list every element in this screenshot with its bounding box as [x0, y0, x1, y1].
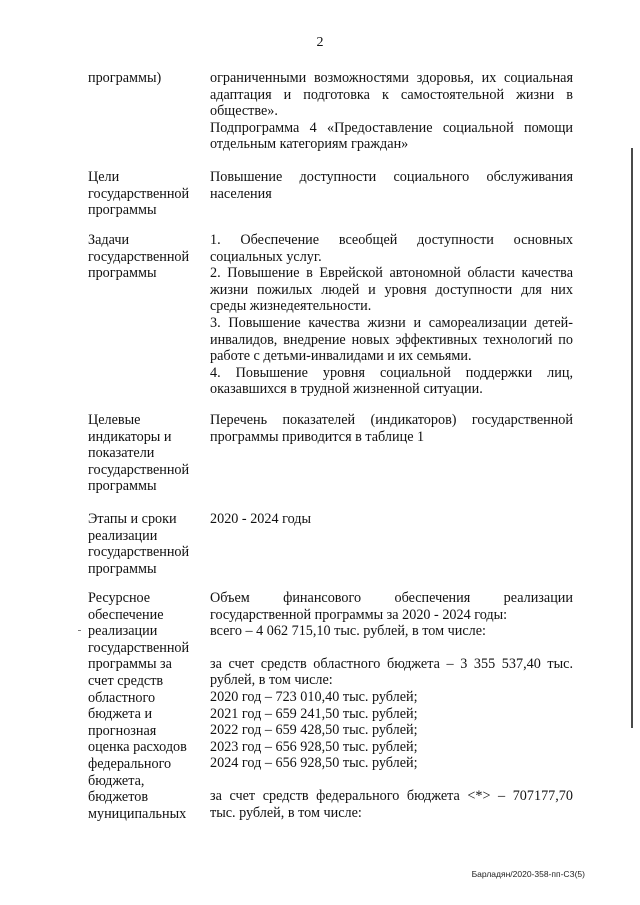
row-label [88, 590, 210, 822]
label-line: счет средств [88, 672, 164, 689]
label-line: программы [88, 560, 157, 577]
content-paragraph: Перечень показателей (индикаторов) государственной программы приводится в таблице 1 [210, 412, 573, 445]
content-paragraph: 4. Повышение уровня социальной поддержки лиц, оказавшихся в трудной жизненной ситуации. [210, 364, 573, 398]
label-line: программы за [88, 656, 172, 673]
table-row [88, 412, 573, 495]
scan-mark [78, 630, 81, 631]
row-label [88, 412, 210, 495]
row-label [88, 169, 210, 219]
label-line: Задачи [88, 232, 130, 248]
budget-year-line: 2021 год – 659 241,50 тыс. рублей; [210, 705, 418, 722]
content-paragraph: ограниченными возможностями здоровья, их социальная адаптация и подготовка к самостоятельной жизни в обществе». [210, 70, 573, 120]
table-row [88, 232, 573, 398]
label-line: индикаторы и [88, 428, 172, 445]
label-line: Ресурсное [88, 590, 151, 606]
label-line: прогнозная [88, 722, 157, 739]
label-line: муниципальных [88, 805, 187, 822]
table-row [88, 590, 573, 822]
row-label [88, 232, 210, 398]
content-paragraph: 2. Повышение в Еврейской автономной области качества жизни пожилых людей и уровня доступности для них среды жизнедеятельности. [210, 265, 573, 315]
label-line: программы [88, 478, 157, 495]
budget-year-line: 2020 год – 723 010,40 тыс. рублей; [210, 688, 418, 705]
document-code: Барладян/2020-358-пп-СЗ(5) [471, 869, 585, 879]
label-line: Целевые [88, 412, 141, 428]
label-line: программы [88, 202, 157, 219]
content-paragraph: Подпрограмма 4 «Предоставление социальной помощи отдельным категориям граждан» [210, 119, 573, 153]
budget-year-line: 2024 год – 656 928,50 тыс. рублей; [210, 755, 418, 772]
content-paragraph: 2020 - 2024 годы [210, 511, 312, 527]
table-row [88, 70, 573, 153]
label-line: показатели [88, 445, 155, 462]
label-line: обеспечение [88, 606, 164, 623]
federal-budget-block [210, 788, 573, 821]
row-label [88, 70, 210, 153]
label-line: программы [88, 265, 157, 282]
label-line: бюджета и [88, 706, 153, 723]
regional-budget-total: за счет средств областного бюджета – 3 355 537,40 тыс. рублей, в том числе: [210, 655, 573, 689]
page-number: 2 [316, 35, 324, 50]
row-content [210, 511, 573, 577]
label-line: реализации [88, 623, 158, 640]
label-line: бюджета, [88, 772, 145, 789]
funding-total: всего – 4 062 715,10 тыс. рублей, в том числе: [210, 623, 486, 640]
content-paragraph: 1. Обеспечение всеобщей доступности основных социальных услуг. [210, 232, 573, 265]
content-paragraph: 3. Повышение качества жизни и самореализации детей-инвалидов, внедрение новых эффективных технологий по работе с детьми-инвалидами и их семьями. [210, 314, 573, 365]
row-label [88, 511, 210, 577]
label-line: областного [88, 689, 156, 706]
label-line: Этапы и сроки [88, 511, 177, 527]
content-paragraph: Объем финансового обеспечения реализации государственной программы за 2020 - 2024 годы: [210, 590, 573, 623]
table-row [88, 169, 573, 219]
row-content [210, 412, 573, 495]
row-content [210, 590, 573, 822]
label-line: бюджетов [88, 789, 149, 806]
label-line: государственной [88, 544, 190, 561]
regional-budget-block [210, 656, 573, 772]
funding-total-block [210, 590, 573, 640]
label-line: Цели [88, 169, 120, 185]
row-content [210, 169, 573, 219]
label-line: государственной [88, 185, 190, 202]
budget-year-line: 2023 год – 656 928,50 тыс. рублей; [210, 738, 418, 755]
label-line: государственной [88, 639, 190, 656]
scan-edge-line [631, 148, 633, 728]
label-line: федерального [88, 755, 172, 772]
content-paragraph: Повышение доступности социального обслуживания населения [210, 169, 573, 202]
federal-budget-total: за счет средств федерального бюджета <*> – 707177,70 тыс. рублей, в том числе: [210, 787, 573, 821]
row-content [210, 70, 573, 153]
label-line: программы) [88, 70, 162, 86]
label-line: реализации [88, 527, 158, 544]
label-line: государственной [88, 248, 190, 265]
budget-year-line: 2022 год – 659 428,50 тыс. рублей; [210, 722, 418, 739]
row-content [210, 232, 573, 398]
label-line: оценка расходов [88, 739, 187, 756]
label-line: государственной [88, 461, 190, 478]
table-row [88, 511, 573, 577]
